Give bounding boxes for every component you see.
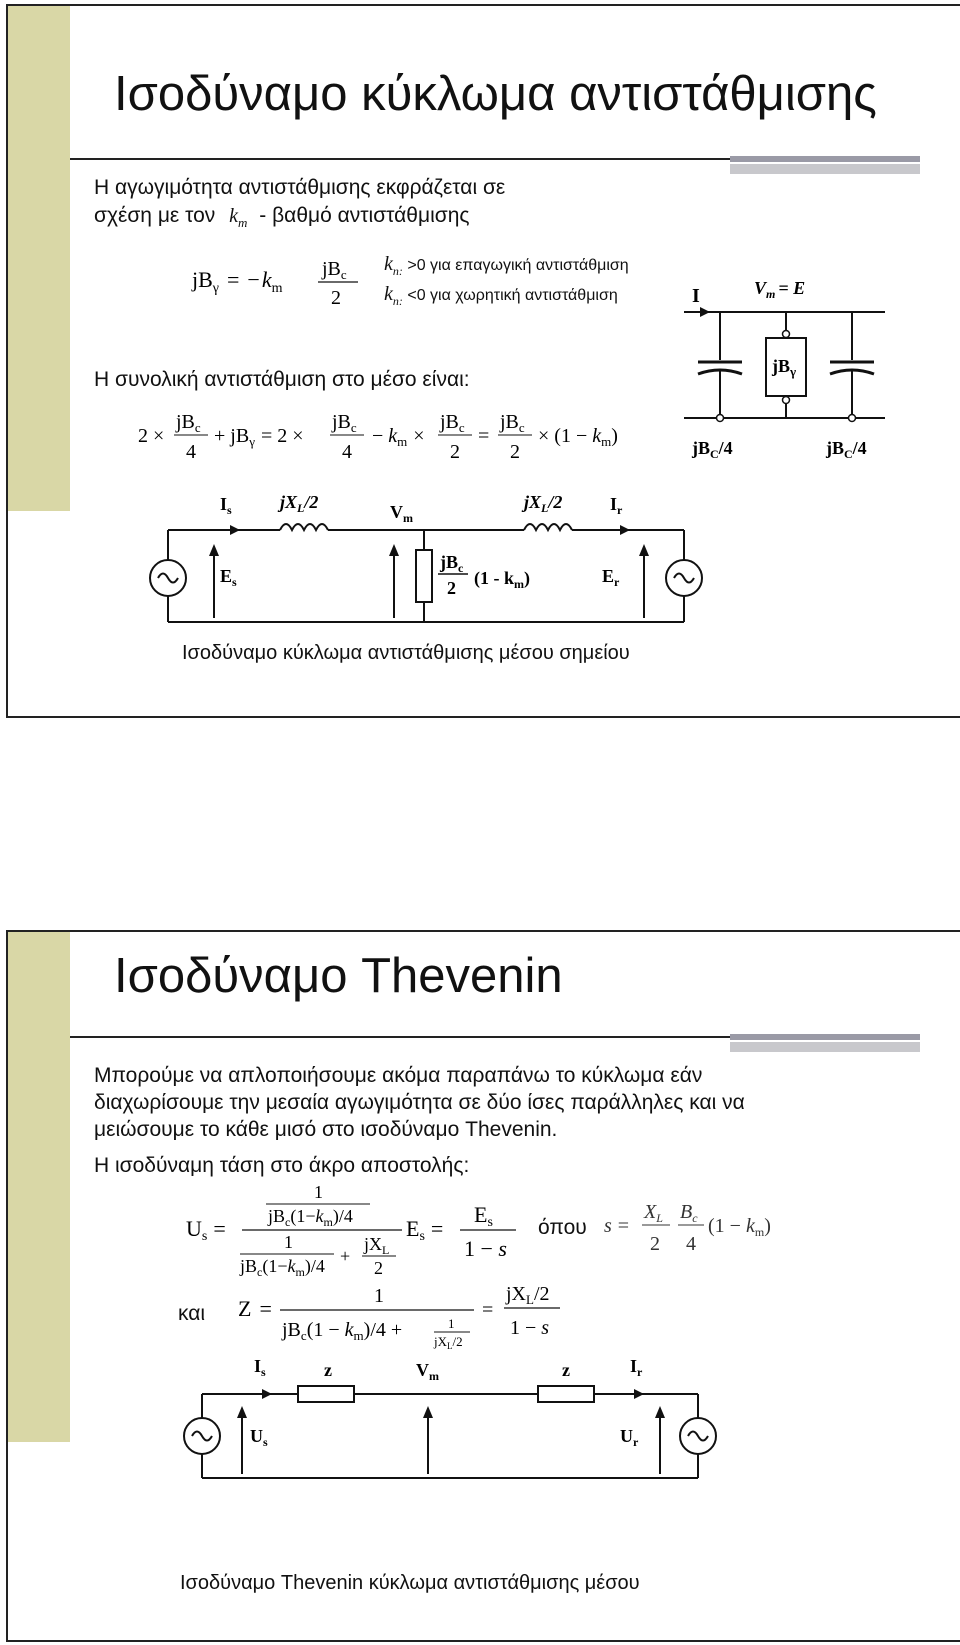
formula-total-compensation: [134, 406, 634, 468]
midpoint-compensation-circuit: [144, 490, 704, 640]
svg-text:1 − s: 1 − s: [510, 1317, 550, 1339]
svg-text:4: 4: [686, 1233, 696, 1255]
kn-symbol-2: [384, 283, 403, 308]
svg-text:1: 1: [448, 1316, 455, 1331]
intro-line-2-pre: σχέση με τον: [94, 204, 216, 227]
svg-text:XL: $X_L$: [644, 1201, 663, 1225]
small-left-cap-label: $jB_C/4$: [692, 438, 733, 461]
svg-text:Es: Es: [474, 1202, 493, 1230]
small-voltage-label: $V_m = E$: [754, 278, 806, 301]
para-line-1: Μπορούμε να απλοποιήσουμε ακόμα παραπάνω το κύκλωμα εάν: [94, 1064, 703, 1087]
svg-text:jBc: $jB_c$: [440, 411, 465, 435]
svg-text:2: 2: [510, 441, 520, 463]
svg-text:jBc(1−km)/4: $jB_c(1-k_m)/4$: [268, 1206, 353, 1229]
km-symbol: [229, 205, 248, 230]
kn-letter-1: k: [384, 253, 393, 275]
formula-us: [184, 1182, 524, 1278]
svg-text:1: 1: [374, 1285, 384, 1307]
title-accent-bars: [730, 156, 920, 174]
voltage-text: Η ισοδύναμη τάση στο άκρο αποστολής:: [94, 1154, 470, 1177]
th-us-label: $U_s$: [250, 1426, 268, 1449]
svg-text:Bc: $B_c$: [680, 1201, 698, 1225]
svg-text:Us=: Us =: [186, 1216, 226, 1244]
bc-label-tail: $(1 - k_m)$: [474, 568, 530, 591]
kn-sub-2: n:: [392, 294, 403, 308]
svg-text:(1 − km): $(1 - k_m)$: [708, 1215, 771, 1239]
title-rule-2: [70, 1036, 730, 1038]
svg-text:=: =: [478, 425, 490, 447]
svg-text:jXL: $jX_L$: [364, 1234, 390, 1257]
kn-symbol-1: [384, 253, 403, 278]
bc-label-bottom: 2: [447, 578, 456, 598]
svg-text:jXL/2: $jX_L/2$: [506, 1283, 550, 1307]
small-current-label: I: [692, 285, 700, 307]
svg-text:2: 2: [331, 287, 341, 309]
para-line-2: διαχωρίσουμε την μεσαία αγωγιμότητα σε δύο ίσες παράλληλες και να: [94, 1091, 745, 1114]
para-line-3: μειώσουμε το κάθε μισό στο ισοδύναμο Thevenin.: [94, 1118, 558, 1141]
th-ir-label: $I_r$: [630, 1356, 643, 1379]
th-is-label: $I_s$: [254, 1356, 266, 1379]
svg-text:jBc: $jB_c$: [332, 411, 357, 435]
positive-note: >0 για επαγωγική αντιστάθμιση: [407, 257, 629, 274]
title-accent-bars-2: [730, 1034, 920, 1052]
svg-text:+: +: [340, 1246, 351, 1266]
bc-label-top: $jB_c$: [440, 552, 464, 575]
negative-note: <0 για χωρητική αντιστάθμιση: [407, 287, 618, 304]
er-label: $E_r$: [602, 566, 620, 589]
svg-text:jBγ=−km: $jB_\gamma = -k_m$: [192, 267, 283, 296]
intro-line-2-post: - βαθμό αντιστάθμισης: [259, 204, 470, 227]
xl-right-label: $jX_L/2$: [524, 492, 563, 515]
is-label: $I_s$: [220, 494, 232, 517]
intro-line-1: Η αγωγιμότητα αντιστάθμισης εκφράζεται σε: [94, 176, 506, 199]
svg-text:4: 4: [342, 441, 352, 463]
svg-text:jXL/2: $jX_L/2$: [434, 1334, 463, 1350]
total-compensation-text: Η συνολική αντιστάθμιση στο μέσο είναι:: [94, 368, 470, 391]
svg-text:× (1 − km): × $(1 - k_m)$: [538, 425, 618, 449]
slide-sidebar-band: [8, 6, 70, 511]
th-z-right-label: z: [562, 1360, 570, 1380]
th-vm-label: $V_m$: [416, 1360, 439, 1383]
vm-label: $V_m$: [390, 502, 413, 525]
svg-text:jBc(1−km)/4: $jB_c(1-k_m)/4$: [240, 1256, 325, 1278]
svg-text:jBc(1 − km)/4 +: $jB_c(1 - k_m)/4$ +: [282, 1319, 403, 1343]
formula-z: [234, 1280, 574, 1350]
km-sub: m: [238, 215, 248, 230]
small-center-label: $jB_\gamma$: [772, 356, 797, 379]
where-word: όπου: [538, 1216, 587, 1239]
svg-text:4: 4: [186, 441, 196, 463]
slide-sidebar-band-2: [8, 932, 70, 1442]
thevenin-circuit: [178, 1350, 728, 1488]
th-z-left-label: z: [324, 1360, 332, 1380]
svg-text:+ jBγ= 2 ×: + $jB_\gamma = 2$ ×: [214, 425, 304, 449]
slide1-caption: Ισοδύναμο κύκλωμα αντιστάθμισης μέσου σημείου: [182, 642, 630, 664]
svg-text:2: 2: [450, 441, 460, 463]
intro-line-2: [94, 202, 470, 237]
svg-text:s=: s =: [604, 1215, 630, 1237]
formula-s: [600, 1194, 800, 1264]
svg-text:1: 1: [284, 1232, 293, 1252]
svg-text:1 − s: 1 − s: [464, 1236, 507, 1261]
slide-title: Ισοδύναμο κύκλωμα αντιστάθμισης: [114, 67, 877, 121]
svg-text:jBc: $jB_c$: [322, 258, 347, 282]
slide-compensation-circuit: [6, 4, 960, 718]
svg-text:jBc: $jB_c$: [500, 411, 525, 435]
and-word: και: [178, 1302, 206, 1325]
ir-label: $I_r$: [610, 494, 623, 517]
slide-thevenin: [6, 930, 960, 1642]
formula-jb-gamma: [188, 251, 368, 311]
svg-text:jBc: $jB_c$: [176, 411, 201, 435]
kn-sub-1: n:: [392, 264, 403, 278]
svg-text:1: 1: [314, 1182, 323, 1202]
svg-text:2: 2: [650, 1233, 660, 1255]
svg-text:=: =: [482, 1299, 494, 1321]
small-compensation-circuit: [680, 268, 890, 468]
slide-title-2: Ισοδύναμο Thevenin: [114, 949, 563, 1003]
svg-text:− km×: − $k_m$ ×: [372, 425, 425, 449]
kn-letter-2: k: [384, 283, 393, 305]
th-ur-label: $U_r$: [620, 1426, 639, 1449]
svg-text:Z=: Z =: [238, 1296, 272, 1321]
svg-text:2: 2: [374, 1258, 383, 1278]
xl-left-label: $jX_L/2$: [280, 492, 319, 515]
svg-text:Es=: Es =: [406, 1216, 444, 1244]
slide2-caption: Ισοδύναμο Thevenin κύκλωμα αντιστάθμισης μέσου: [180, 1572, 640, 1594]
title-rule: [70, 158, 730, 160]
es-label: $E_s$: [220, 566, 237, 589]
svg-text:2 ×: 2 ×: [138, 425, 165, 447]
small-right-cap-label: $jB_C/4$: [826, 438, 867, 461]
kn-negative-row: [384, 280, 618, 315]
km-letter: k: [229, 205, 239, 227]
